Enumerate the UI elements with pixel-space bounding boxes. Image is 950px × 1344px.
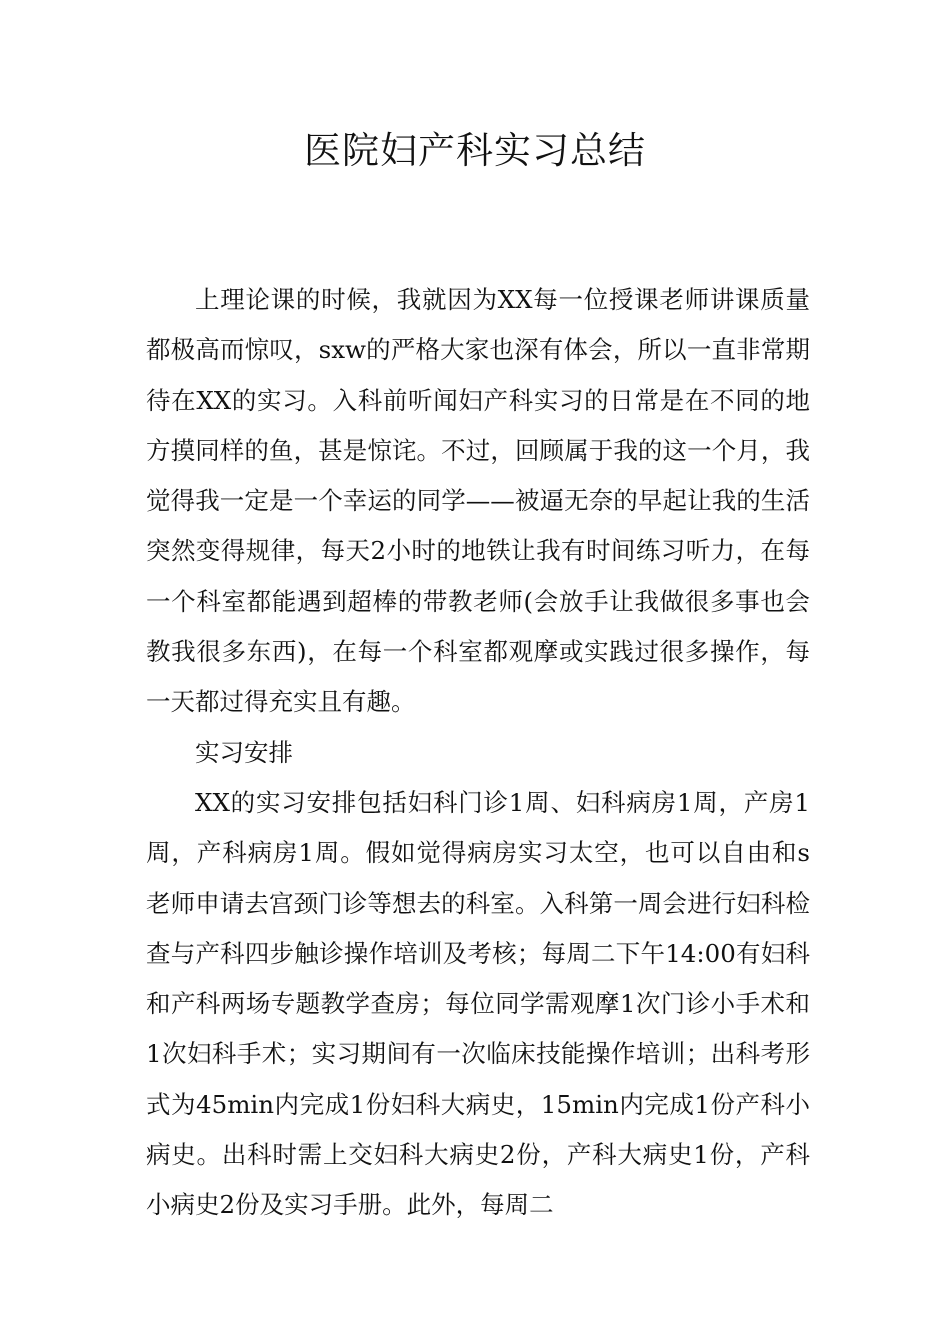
paragraph-intro: 上理论课的时候，我就因为XX每一位授课老师讲课质量都极高而惊叹，sxw的严格大家也深有体会，所以一直非常期待在XX的实习。入科前听闻妇产科实习的日常是在不同的地方摸同样的鱼，甚是惊诧。不过，回顾属于我的这一个月，我觉得我一定是一个幸运的同学——被逼无奈的早起让我的生活突然变得规律，每天2小时的地铁让我有时间练习听力，在每一个科室都能遇到超棒的带教老师(会放手让我做很多事也会教我很多东西)，在每一个科室都观摩或实践过很多操作，每一天都过得充实且有趣。	[146, 285, 810, 717]
document-title: 医院妇产科实习总结	[304, 129, 646, 172]
document-body	[146, 275, 810, 1231]
paragraph-arrangement: XX的实习安排包括妇科门诊1周、妇科病房1周，产房1周，产科病房1周。假如觉得病房实习太空，也可以自由和s老师申请去宫颈门诊等想去的科室。入科第一周会进行妇科检查与产科四步触诊操作培训及考核；每周二下午14:00有妇科和产科两场专题教学查房；每位同学需观摩1次门诊小手术和1次妇科手术；实习期间有一次临床技能操作培训；出科考形式为45min内完成1份妇科大病史，15min内完成1份产科小病史。出科时需上交妇科大病史2份，产科大病史1份，产科小病史2份及实习手册。此外，每周二	[146, 787, 810, 1220]
section-heading-internship-arrangement: 实习安排	[195, 737, 293, 767]
